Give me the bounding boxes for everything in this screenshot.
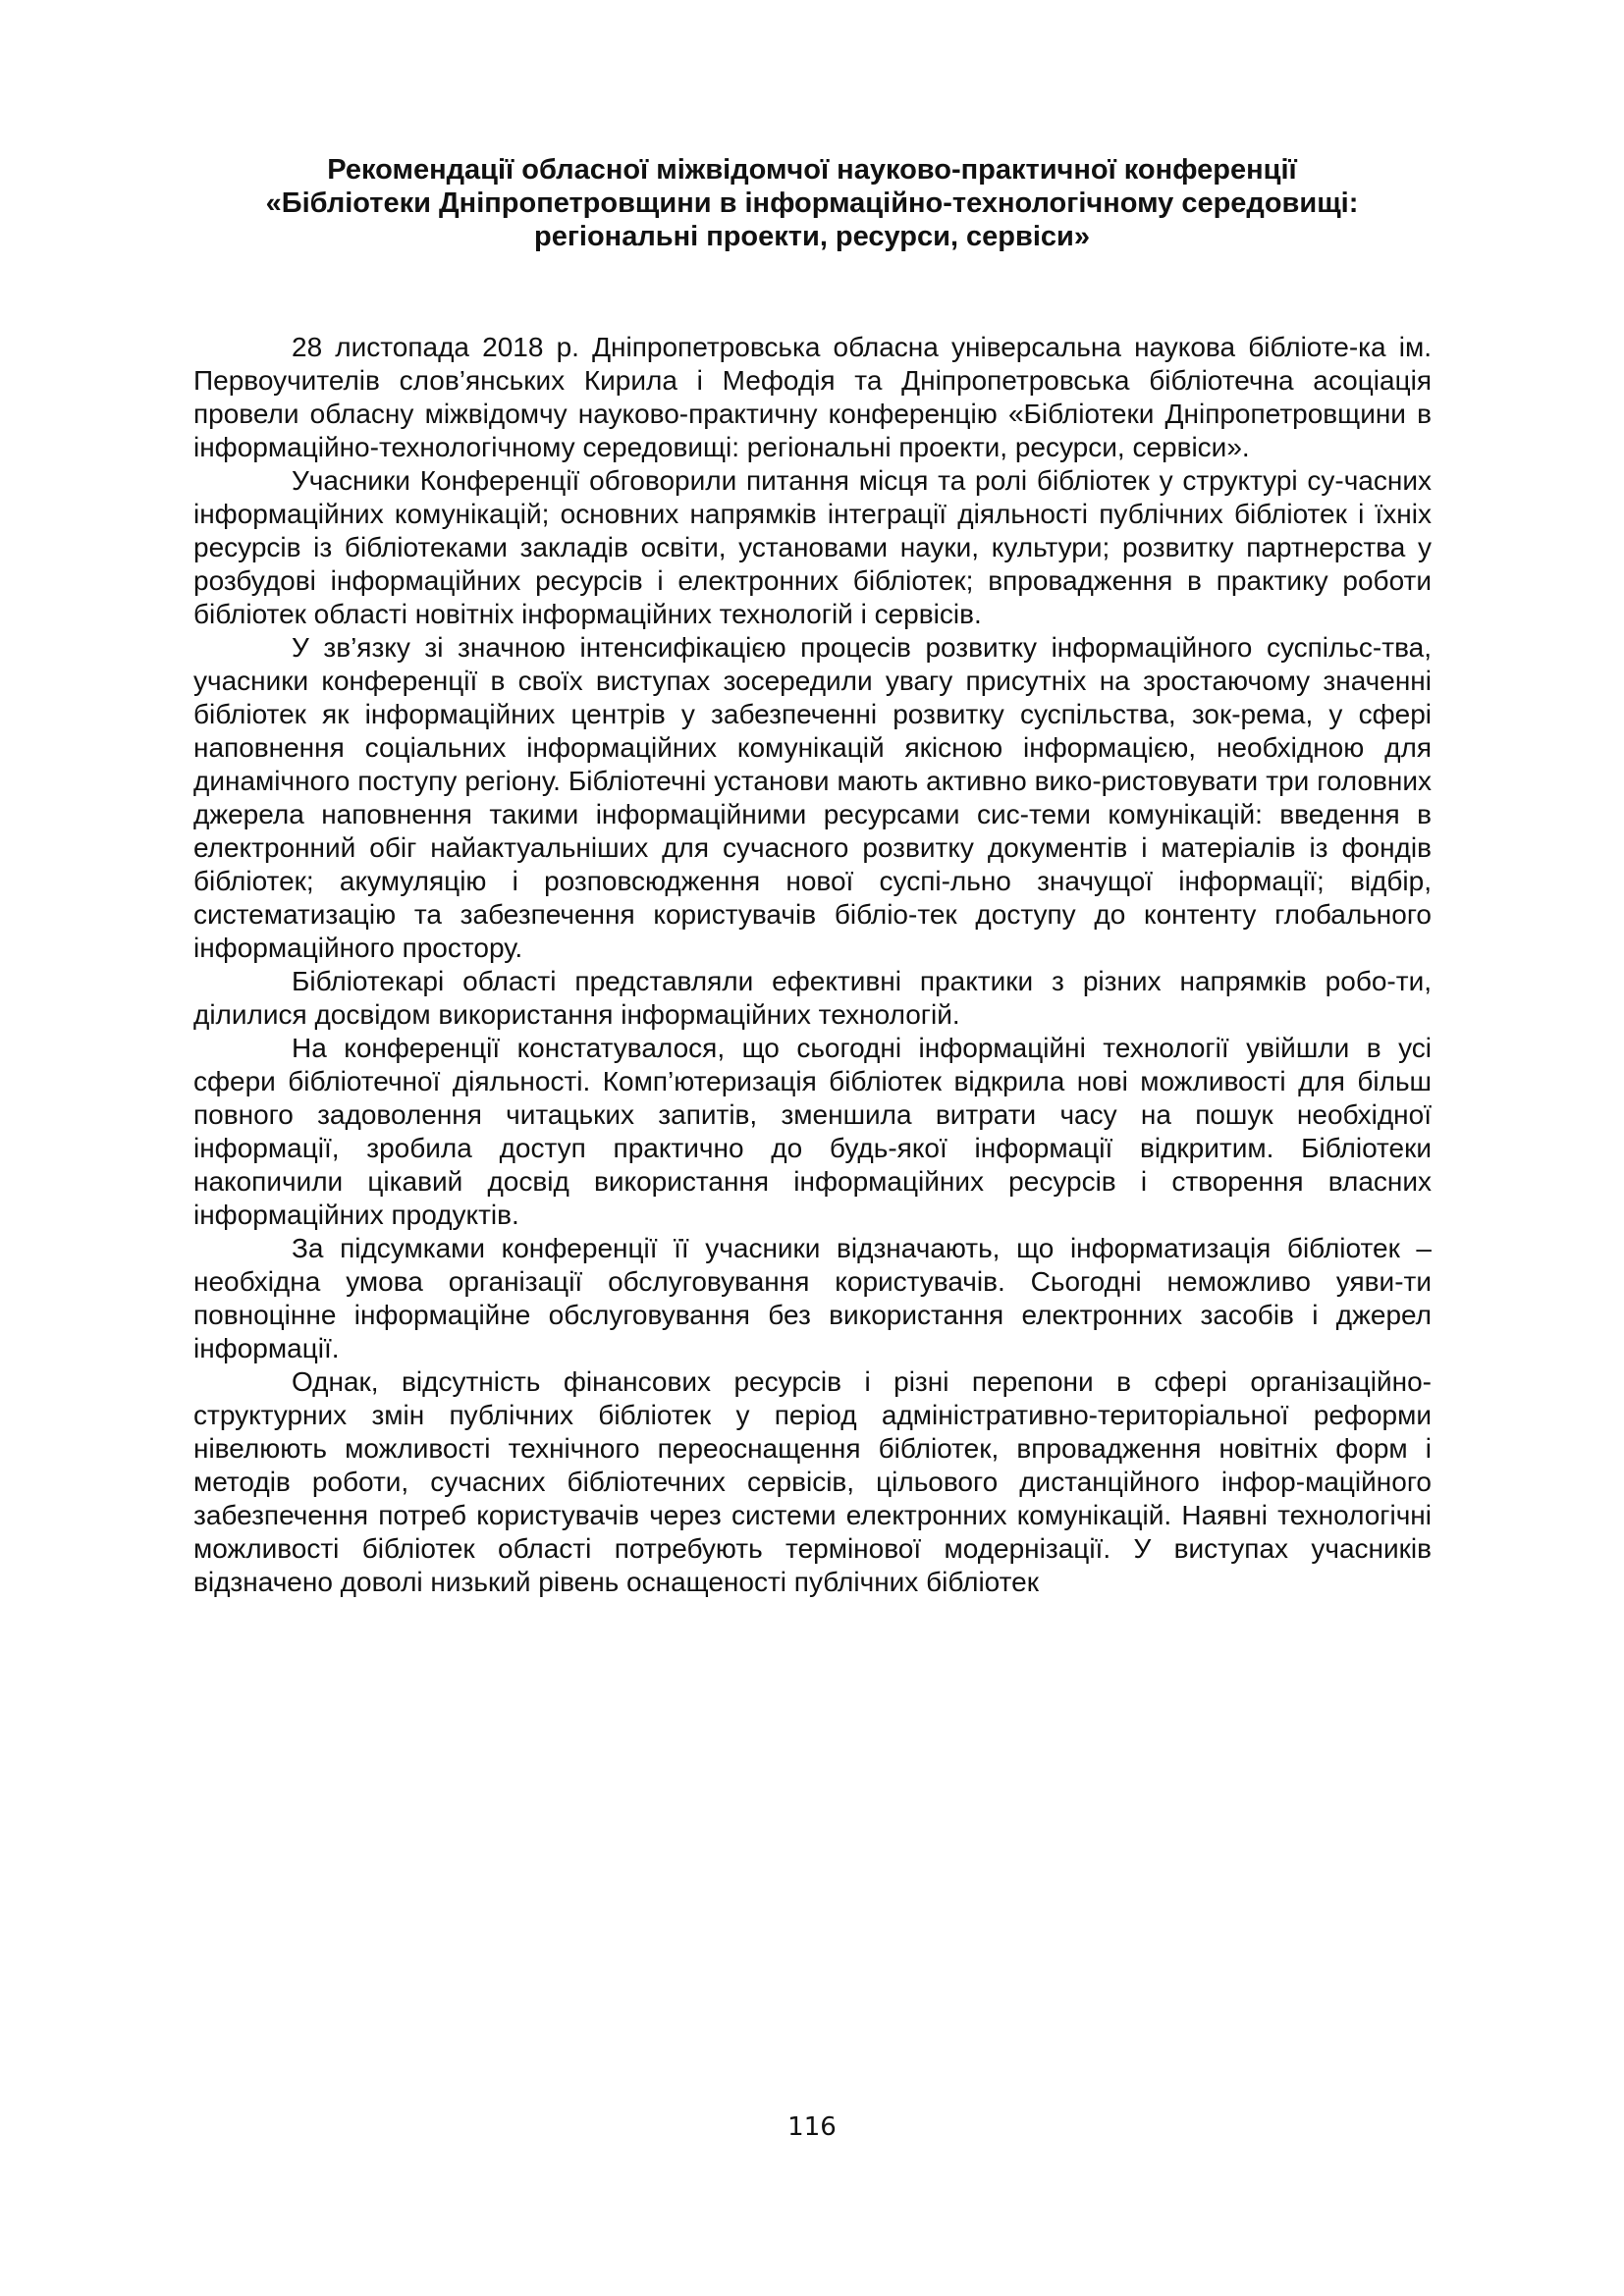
page-number: 116 (787, 2112, 837, 2142)
title-line-3: регіональні проекти, ресурси, сервіси» (533, 221, 1090, 252)
document-title (177, 153, 1447, 253)
paragraph-3: У зв’язку зі значною інтенсифікацією процесів розвитку інформаційного суспільс-тва, учасники конференції в своїх виступах зосередили увагу присутніх на зростаючому значенні бібліотек як інформаційних центрів у забезпеченні розвитку суспільства, зок-рема, у сфері наповнення соціальних інформаційних комунікацій якісною інформацією, необхідною для динамічного поступу регіону. Бібліотечні установи мають активно вико-ристовувати три головних джерела наповнення такими інформаційними ресурсами сис-теми комунікацій: введення в електронний обіг найактуальніших для сучасного розвитку документів і матеріалів із фондів бібліотек; акумуляцію і розповсюдження нової суспі-льно значущої інформації; відбір, систематизацію та забезпечення користувачів бібліо-тек доступу до контенту глобального інформаційного простору. (193, 632, 1432, 963)
title-line-1: Рекомендації обласної міжвідомчої науково-практичної конференції (327, 154, 1297, 186)
paragraph-2: Учасники Конференції обговорили питання місця та ролі бібліотек у структурі су-часних інформаційних комунікацій; основних напрямків інтеграції діяльності публічних бібліотек і їхніх ресурсів із бібліотеками закладів освіти, установами науки, культури; розвитку партнерства у розбудові інформаційних ресурсів і електронних бібліотек; впровадження в практику роботи бібліотек області новітніх інформаційних технологій і сервісів. (193, 465, 1432, 629)
paragraph-4: Бібліотекарі області представляли ефективні практики з різних напрямків робо-ти, ділилися досвідом використання інформаційних технологій. (193, 966, 1432, 1030)
paragraph-6: За підсумками конференції її учасники відзначають, що інформатизація бібліотек – необхідна умова організації обслуговування користувачів. Сьогодні неможливо уяви-ти повноцінне інформаційне обслуговування без використання електронних засобів і джерел інформації. (193, 1233, 1432, 1363)
paragraph-7: Однак, відсутність фінансових ресурсів і різні перепони в сфері організаційно-структурних змін публічних бібліотек у період адміністративно-територіальної реформи нівелюють можливості технічного переоснащення бібліотек, впровадження новітніх форм і методів роботи, сучасних бібліотечних сервісів, цільового дистанційного інфор-маційного забезпечення потреб користувачів через системи електронних комунікацій. Наявні технологічні можливості бібліотек області потребують термінової модернізації. У виступах учасників відзначено доволі низький рівень оснащеності публічних бібліотек (193, 1366, 1432, 1597)
title-line-2: «Бібліотеки Дніпропетровщини в інформаційно-технологічному середовищі: (265, 187, 1359, 219)
paragraph-5: На конференції констатувалося, що сьогодні інформаційні технології увійшли в усі сфери бібліотечної діяльності. Комп’ютеризація бібліотек відкрила нові можливості для більш повного задоволення читацьких запитів, зменшила витрати часу на пошук необхідної інформації, зробила доступ практично до будь-якої інформації відкритим. Бібліотеки накопичили цікавий досвід використання інформаційних ресурсів і створення власних інформаційних продуктів. (193, 1033, 1432, 1230)
document-body (193, 331, 1432, 1599)
paragraph-1: 28 листопада 2018 р. Дніпропетровська обласна універсальна наукова бібліоте-ка ім. Первоучителів слов’янських Кирила і Мефодія та Дніпропетровська бібліотечна асоціація провели обласну міжвідомчу науково-практичну конференцію «Бібліотеки Дніпропетровщини в інформаційно-технологічному середовищі: регіональні проекти, ресурси, сервіси». (193, 332, 1432, 462)
